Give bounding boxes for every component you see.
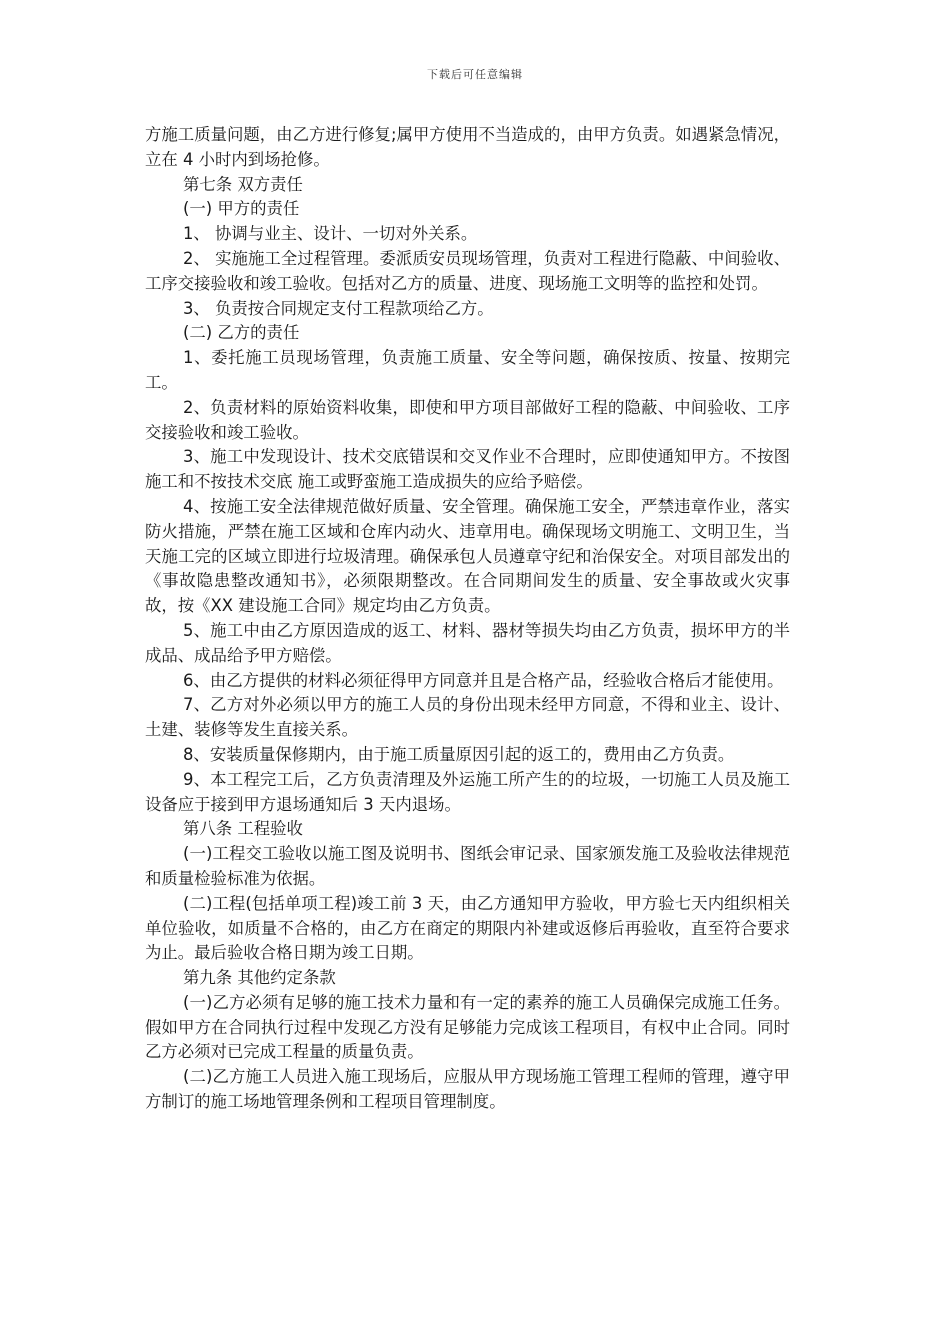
- paragraph: 2、负责材料的原始资料收集，即使和甲方项目部做好工程的隐蔽、中间验收、工序交接验收和竣工验收。: [145, 397, 790, 442]
- paragraph: (二)乙方施工人员进入施工现场后，应服从甲方现场施工管理工程师的管理，遵守甲方制订的施工场地管理条例和工程项目管理制度。: [145, 1067, 790, 1112]
- paragraph: 9、本工程完工后，乙方负责清理及外运施工所产生的的垃圾，一切施工人员及施工设备应于接到甲方退场通知后 3 天内退场。: [145, 769, 790, 814]
- paragraph: 6、由乙方提供的材料必须征得甲方同意并且是合格产品，经验收合格后才能使用。: [183, 670, 784, 690]
- section-heading: (二) 乙方的责任: [183, 323, 300, 343]
- paragraph: 1、 协调与业主、设计、一切对外关系。: [183, 224, 478, 244]
- paragraph: (一)乙方必须有足够的施工技术力量和有一定的素养的施工人员确保完成施工任务。假如甲方在合同执行过程中发现乙方没有足够能力完成该工程项目，有权中止合同。同时乙方必须对已完成工程量的质量负责。: [145, 992, 790, 1062]
- article-heading: 第九条 其他约定条款: [183, 968, 336, 988]
- paragraph: 3、 负责按合同规定支付工程款项给乙方。: [183, 298, 494, 318]
- page-header-note: 下载后可任意编辑: [427, 68, 523, 81]
- paragraph: 5、施工中由乙方原因造成的返工、材料、器材等损失均由乙方负责，损坏甲方的半成品、成品给予甲方赔偿。: [145, 620, 790, 665]
- paragraph: (一)工程交工验收以施工图及说明书、图纸会审记录、国家颁发施工及验收法律规范和质量检验标准为依据。: [145, 844, 790, 888]
- paragraph: 1、委托施工员现场管理，负责施工质量、安全等问题，确保按质、按量、按期完工。: [145, 348, 790, 392]
- paragraph: 4、按施工安全法律规范做好质量、安全管理。确保施工安全，严禁违章作业，落实防火措施，严禁在施工区域和仓库内动火、违章用电。确保现场文明施工、文明卫生，当天施工完的区域立即进行垃圾清理。确保承包人员遵章守纪和治保安全。对项目部发出的《事故隐患整改通知书》，必须限期整改。在合同期间发生的质量、安全事故或火灾事故，按《XX 建设施工合同》规定均由乙方负责。: [145, 496, 790, 616]
- paragraph: 方施工质量问题，由乙方进行修复;属甲方使用不当造成的，由甲方负责。如遇紧急情况，立在 4 小时内到场抢修。: [145, 125, 790, 169]
- paragraph: 3、施工中发现设计、技术交底错误和交叉作业不合理时，应即使通知甲方。不按图施工和不按技术交底 施工或野蛮施工造成损失的应给予赔偿。: [145, 447, 790, 492]
- article-heading: 第八条 工程验收: [183, 819, 303, 839]
- paragraph: 7、乙方对外必须以甲方的施工人员的身份出现未经甲方同意，不得和业主、设计、土建、装修等发生直接关系。: [145, 695, 790, 740]
- article-heading: 第七条 双方责任: [183, 174, 303, 194]
- document-body: [145, 123, 790, 1115]
- paragraph: (二)工程(包括单项工程)竣工前 3 天，由乙方通知甲方验收，甲方验七天内组织相关单位验收，如质量不合格的，由乙方在商定的期限内补建或返修后再验收，直至符合要求为止。最后验收合格日期为竣工日期。: [145, 893, 790, 963]
- paragraph: 8、安装质量保修期内，由于施工质量原因引起的返工的，费用由乙方负责。: [183, 744, 735, 764]
- section-heading: (一) 甲方的责任: [183, 199, 300, 219]
- paragraph: 2、 实施施工全过程管理。委派质安员现场管理，负责对工程进行隐蔽、中间验收、工序交接验收和竣工验收。包括对乙方的质量、进度、现场施工文明等的监控和处罚。: [145, 248, 790, 293]
